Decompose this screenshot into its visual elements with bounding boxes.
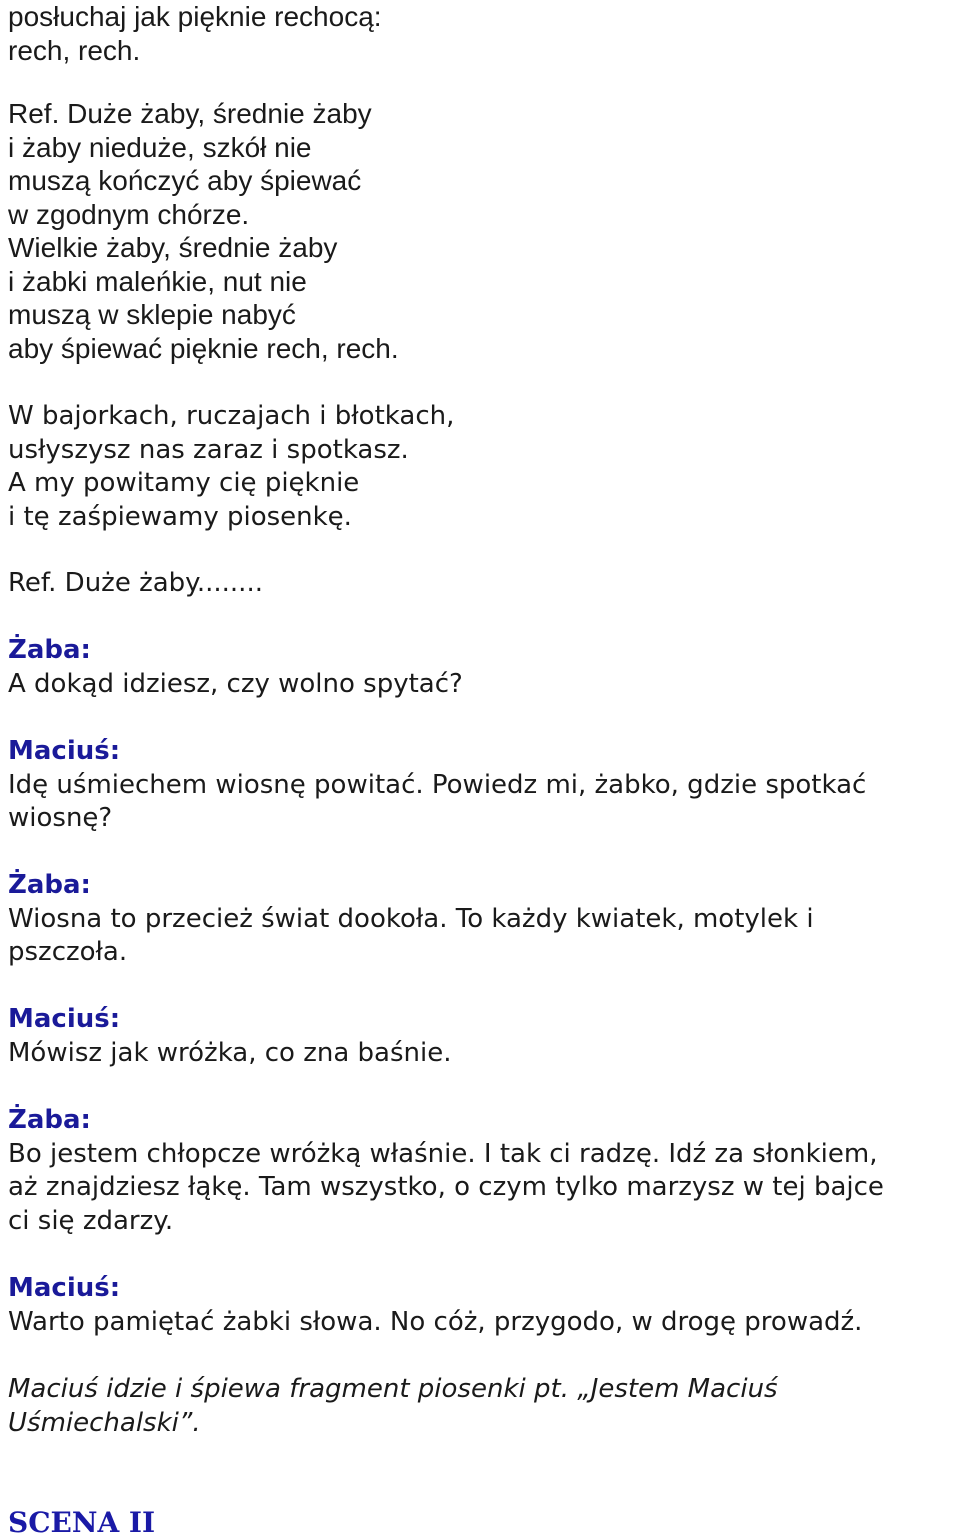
speech-line: Bo jestem chłopcze wróżką właśnie. I tak ci radzę. Idź za słonkiem, [8, 1138, 878, 1169]
dialogue-turn-zaba-1 [8, 634, 958, 701]
song-line: usłyszysz nas zaraz i spotkasz. [8, 434, 409, 465]
speech-line: A dokąd idziesz, czy wolno spytać? [8, 668, 463, 699]
speech-line: pszczoła. [8, 937, 128, 967]
stage-direction-line: Maciuś idzie i śpiewa fragment piosenki pt. „Jestem Maciuś [8, 1374, 778, 1404]
song-line: rech, rech. [8, 34, 141, 66]
stage-direction-line: Uśmiechalski”. [8, 1407, 201, 1438]
dialogue-turn-macius-3 [8, 1272, 958, 1339]
speech-line: wiosnę? [8, 803, 113, 833]
song-line: Ref. Duże żaby........ [8, 568, 263, 598]
speech-line: aż znajdziesz łąkę. Tam wszystko, o czym tylko marzysz w tej bajce [8, 1172, 884, 1202]
speech-line: ci się zdarzy. [8, 1205, 174, 1236]
song-refrain [8, 97, 958, 365]
speaker-label: Maciuś: [8, 1273, 121, 1303]
speaker-label: Maciuś: [8, 736, 121, 766]
song-line: A my powitamy cię pięknie [8, 468, 360, 498]
speech-line: Mówisz jak wróżka, co zna baśnie. [8, 1037, 452, 1068]
stage-direction [8, 1373, 958, 1440]
song-line: W bajorkach, ruczajach i błotkach, [8, 401, 455, 431]
song-line: Ref. Duże żaby, średnie żaby [8, 98, 372, 129]
song-line: i żaby nieduże, szkół nie [8, 131, 312, 163]
speaker-label: Żaba: [8, 870, 91, 900]
dialogue-turn-zaba-2 [8, 869, 958, 970]
speaker-label: Żaba: [8, 635, 91, 665]
speaker-label: Żaba: [8, 1105, 91, 1135]
speaker-label: Maciuś: [8, 1004, 121, 1034]
song-line: i tę zaśpiewamy piosenkę. [8, 501, 352, 532]
scene-heading: SCENA II [8, 1506, 156, 1539]
song-line: posłuchaj jak pięknie rechocą: [8, 1, 382, 32]
speech-line: Idę uśmiechem wiosnę powitać. Powiedz mi, żabko, gdzie spotkać [8, 769, 867, 800]
dialogue-turn-macius-1 [8, 735, 958, 836]
song-verse-intro [8, 0, 958, 67]
speech-line: Wiosna to przecież świat dookoła. To każdy kwiatek, motylek i [8, 903, 814, 934]
speech-line: Warto pamiętać żabki słowa. No cóż, przygodo, w drogę prowadź. [8, 1306, 863, 1337]
dialogue-turn-macius-2 [8, 1003, 958, 1070]
song-refrain-repeat [8, 567, 958, 601]
song-line: i żabki maleńkie, nut nie [8, 265, 307, 297]
song-line: muszą kończyć aby śpiewać [8, 165, 362, 196]
song-line: Wielkie żaby, średnie żaby [8, 232, 338, 263]
dialogue-turn-zaba-3 [8, 1104, 958, 1238]
song-verse-two [8, 400, 958, 534]
song-line: w zgodnym chórze. [8, 198, 250, 230]
song-line: aby śpiewać pięknie rech, rech. [8, 332, 399, 364]
song-line: muszą w sklepie nabyć [8, 299, 296, 330]
